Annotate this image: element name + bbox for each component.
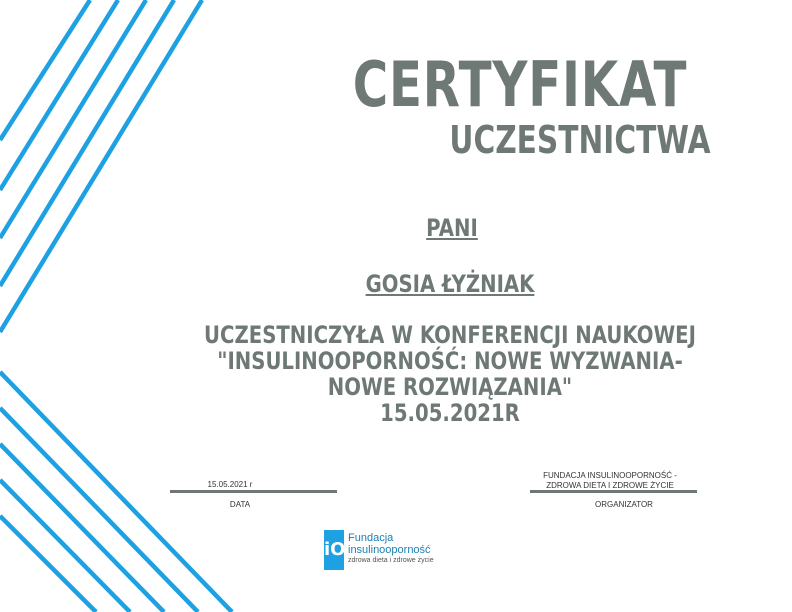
- date-label: DATA: [229, 500, 251, 509]
- statement-line: NOWE ROZWIĄZANIA": [327, 373, 573, 401]
- foundation-logo: [324, 530, 484, 570]
- participation-statement: [204, 322, 696, 426]
- organizer-label: ORGANIZATOR: [595, 500, 653, 509]
- event-date: 15.05.2021R: [380, 399, 520, 427]
- logo-line: insulinooporność: [348, 544, 431, 556]
- statement-line: UCZESTNICZYŁA W KONFERENCJI NAUKOWEJ: [204, 321, 696, 349]
- organizer-value-line: ZDROWA DIETA I ZDROWE ŻYCIE: [546, 481, 674, 490]
- logo-line: Fundacja: [348, 532, 394, 544]
- statement-line: "INSULINOOPORNOŚĆ: NOWE WYZWANIA-: [217, 347, 683, 375]
- date-value: 15.05.2021 r: [207, 480, 253, 489]
- io-logo-icon: iO: [324, 530, 344, 570]
- organizer-signature-line: [530, 490, 697, 493]
- logo-tagline: zdrowa dieta i zdrowe życie: [348, 557, 434, 564]
- recipient-name: GOSIA ŁYŻNIAK: [365, 270, 535, 298]
- salutation: PANI: [426, 214, 478, 242]
- date-signature-line: [170, 490, 337, 493]
- certificate-title: CERTYFIKAT: [352, 48, 688, 121]
- organizer-value-line: FUNDACJA INSULINOOPORNOŚĆ -: [543, 471, 677, 480]
- logo-wordmark: [348, 532, 434, 565]
- certificate-subtitle: UCZESTNICTWA: [449, 118, 711, 162]
- organizer-value: [530, 471, 690, 491]
